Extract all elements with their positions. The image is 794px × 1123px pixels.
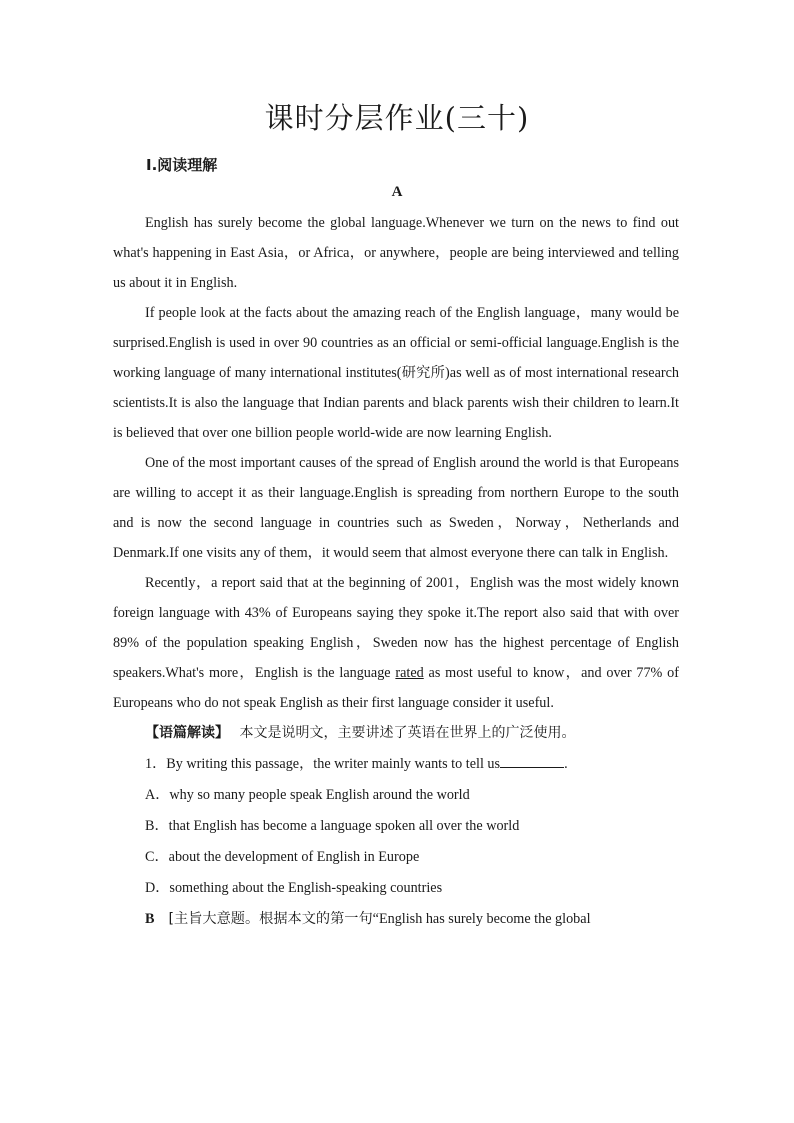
answer-cn: [主旨大意题。根据本文的第一句 — [168, 911, 373, 927]
reading-note — [113, 718, 679, 749]
option-a: A．why so many people speak English around the world — [145, 787, 470, 803]
note-text: 本文是说明文，主要讲述了英语在世界上的广泛使用。 — [239, 725, 576, 741]
note-tag: 【语篇解读】 — [145, 725, 229, 741]
section-heading: Ⅰ.阅读理解 — [146, 156, 218, 174]
underlined-word: rated — [395, 665, 424, 681]
option-d: D．something about the English-speaking countries — [145, 880, 443, 896]
paragraph-4-text-a: Recently，a report said that at the beginning of 2001，English was the most widely known foreign language with 43% of Europeans saying they spoke it.The report also said that with over 89% of the population speaking English，Sweden now has the highest percentage of English speakers.What's more，English is the language — [113, 575, 679, 681]
question-number: 1． — [145, 756, 167, 772]
question-text: By writing this passage，the writer mainly wants to tell us — [166, 756, 501, 772]
passage-label: A — [391, 184, 403, 200]
page-title: 课时分层作业(三十) — [264, 101, 530, 135]
paragraph-4 — [113, 568, 679, 718]
answer-quote: “English has surely become the global — [372, 911, 591, 927]
question-stem-end: . — [564, 756, 568, 772]
paragraph-1: English has surely become the global language.Whenever we turn on the news to find out what's happening in East Asia，or Africa，or anywhere，people are being interviewed and telling us about it in English. — [113, 215, 679, 291]
paragraph-3: One of the most important causes of the spread of English around the world is that Europeans are willing to accept it as their language.English is spreading from northern Europe to the south and is now the second language in countries such as Sweden，Norway，Netherlands and Denmark.If one visits any of them，it would seem that almost everyone there can talk in English. — [113, 455, 679, 561]
passage-body — [113, 208, 679, 935]
answer-letter: B — [145, 911, 155, 927]
answer-blank — [500, 753, 564, 768]
option-c: C．about the development of English in Europe — [145, 849, 420, 865]
paragraph-4-text-b: as most useful to know，and over 77% of Europeans who do not speak English as their first language consider it useful. — [113, 665, 679, 711]
question-stem — [113, 749, 679, 780]
answer-explanation — [113, 904, 679, 935]
option-b: B．that English has become a language spoken all over the world — [145, 818, 520, 834]
paragraph-2: If people look at the facts about the amazing reach of the English language，many would be surprised.English is used in over 90 countries as an official or semi-official language.English is the working language of many international institutes(研究所)as well as of most international research scientists.It is also the language that Indian parents and black parents wish their children to learn.It is believed that over one billion people world-wide are now learning English. — [113, 305, 679, 441]
